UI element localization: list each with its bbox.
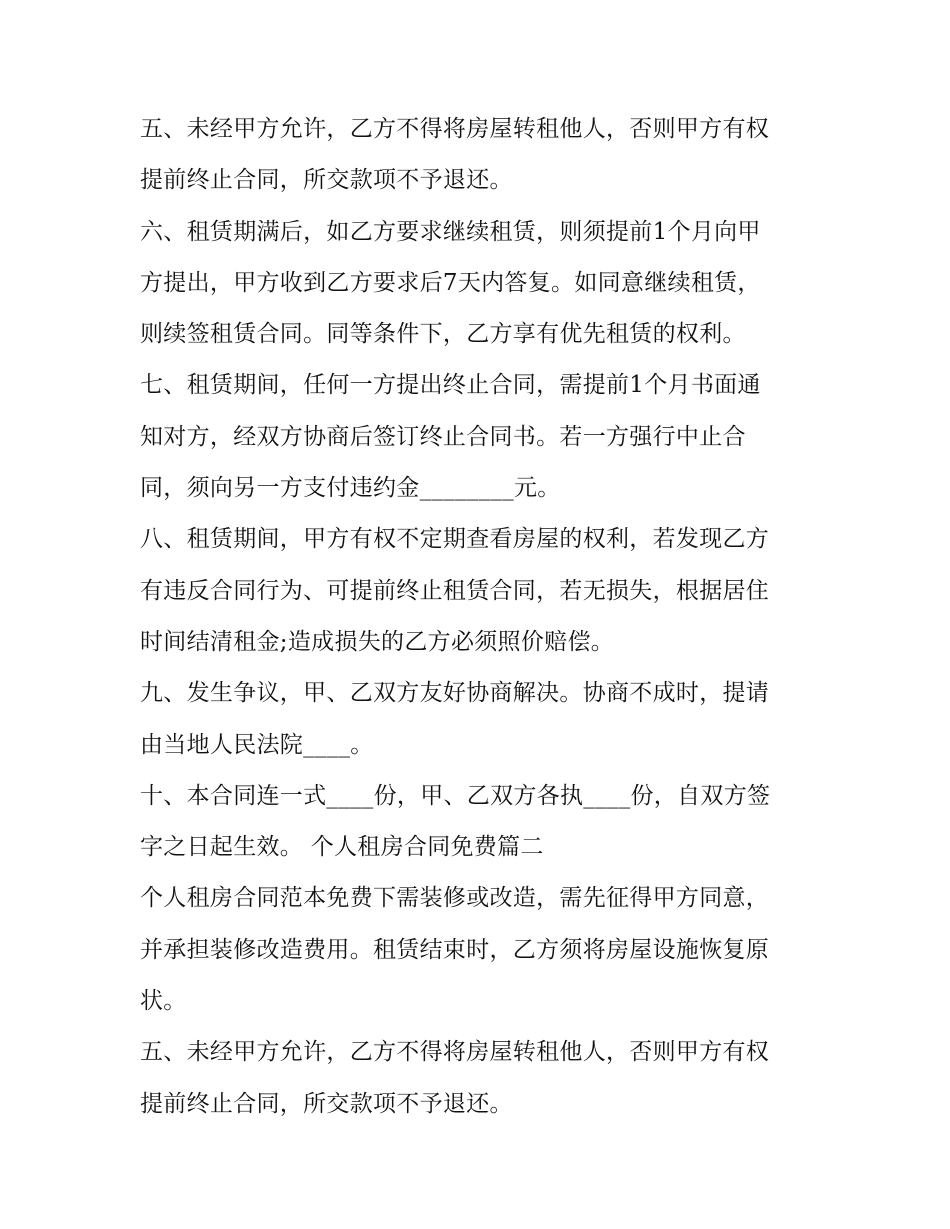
text-line: 时间结清租金;造成损失的乙方必须照价赔偿。 bbox=[140, 628, 615, 655]
text-line: 六、租赁期满后，如乙方要求继续租赁，则须提前1个月向甲 bbox=[140, 218, 761, 245]
text-line: 方提出，甲方收到乙方要求后7天内答复。如同意继续租赁， bbox=[140, 269, 761, 296]
text-line: 由当地人民法院____。 bbox=[140, 731, 374, 758]
text-line: 字之日起生效。 个人租房合同免费篇二 bbox=[140, 834, 544, 861]
text-line: 五、未经甲方允许，乙方不得将房屋转租他人，否则甲方有权 bbox=[140, 116, 770, 142]
text-line: 同，须向另一方支付违约金________元。 bbox=[140, 475, 561, 502]
text-line: 个人租房合同范本免费下需装修或改造，需先征得甲方同意， bbox=[140, 885, 770, 912]
text-line: 十、本合同连一式____份，甲、乙双方各执____份，自双方签 bbox=[140, 782, 771, 809]
text-line: 五、未经甲方允许，乙方不得将房屋转租他人，否则甲方有权 bbox=[140, 1039, 770, 1066]
text-line: 知对方，经双方协商后签订终止合同书。若一方强行中止合 bbox=[140, 423, 746, 450]
text-line: 八、租赁期间，甲方有权不定期查看房屋的权利，若发现乙方 bbox=[140, 526, 770, 553]
text-line: 七、租赁期间，任何一方提出终止合同，需提前1个月书面通 bbox=[140, 372, 761, 399]
text-line: 状。 bbox=[140, 988, 187, 1015]
text-line: 九、发生争议，甲、乙双方友好协商解决。协商不成时，提请 bbox=[140, 680, 770, 707]
text-line: 有违反合同行为、可提前终止租赁合同，若无损失，根据居住 bbox=[140, 577, 770, 604]
text-line: 提前终止合同，所交款项不予退还。 bbox=[140, 1090, 513, 1117]
text-line: 则续签租赁合同。同等条件下，乙方享有优先租赁的权利。 bbox=[140, 321, 746, 348]
text-line: 提前终止合同，所交款项不予退还。 bbox=[140, 167, 513, 194]
document-body bbox=[140, 104, 820, 1130]
text-line: 并承担装修改造费用。租赁结束时，乙方须将房屋设施恢复原 bbox=[140, 936, 770, 963]
